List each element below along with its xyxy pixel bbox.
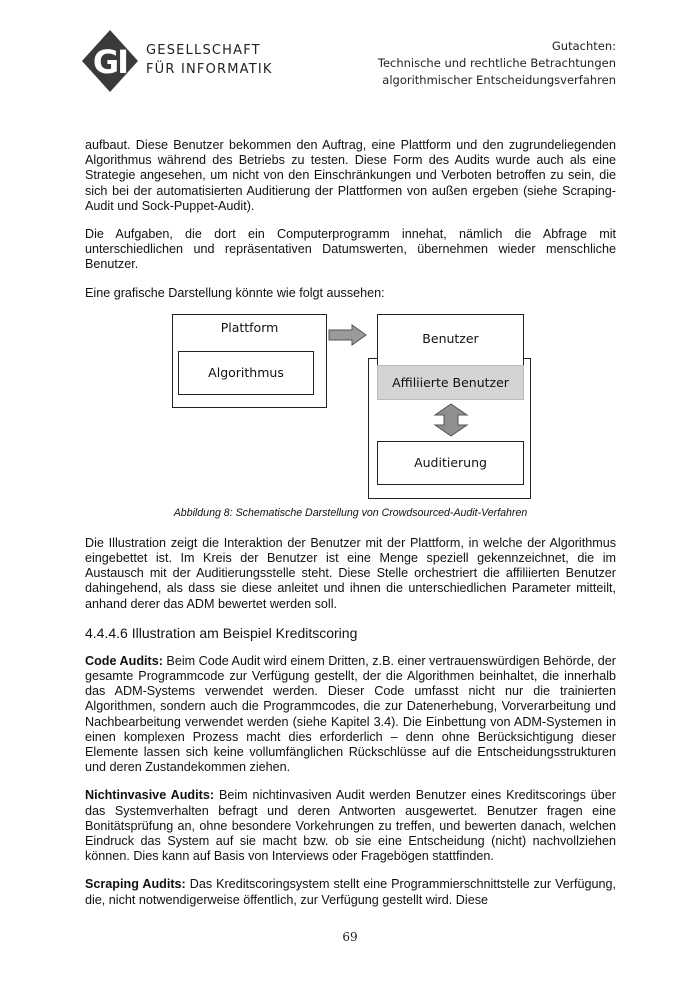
body-paragraph: Eine grafische Darstellung könnte wie folgt aussehen: <box>85 285 385 300</box>
document-title-line: Technische und rechtliche Betrachtungen <box>377 56 616 70</box>
section-heading: 4.4.4.6 Illustration am Beispiel Kreditscoring <box>85 624 358 641</box>
logo-line-2: FÜR INFORMATIK <box>146 62 273 77</box>
logo-wordmark <box>146 41 273 79</box>
gi-logo <box>80 28 273 94</box>
gi-logo-letters: GI <box>92 43 128 81</box>
figure-caption: Abbildung 8: Schematische Darstellung von Crowdsourced-Audit-Verfahren <box>173 506 528 519</box>
affiliierte-benutzer-label: Affiliierte Benutzer <box>392 374 509 390</box>
body-paragraph: Die Aufgaben, die dort ein Computerprogramm innehat, nämlich die Abfrage mit unterschiedlichen und repräsentativen Datumswerten, übernehmen wieder menschliche Benutzer. <box>85 227 616 272</box>
scraping-audits-paragraph <box>85 877 616 907</box>
document-title-line: algorithmischer Entscheidungsverfahren <box>382 73 616 87</box>
term-label: Code Audits: <box>85 653 163 668</box>
auditierung-box <box>377 441 524 485</box>
nichtinvasive-audits-paragraph <box>85 788 616 864</box>
term-text: Das Kreditscoringsystem stellt eine Programmierschnittstelle zur Verfügung, die, nicht notwendigerweise öffentlich, zur Verfügung gestellt wird. Diese <box>85 877 616 907</box>
document-title-line: Gutachten: <box>551 39 616 53</box>
arrow-right-icon <box>328 324 368 346</box>
benutzer-label: Benutzer <box>422 330 479 346</box>
term-label: Scraping Audits: <box>85 877 186 892</box>
term-text: Beim Code Audit wird einem Dritten, z.B. einer vertrauenswürdigen Behörde, der gesamte Programmcode zur Verfügung gestellt, der die Algorithmen beinhaltet, die innerhalb das ADM-Systems verwendet werden. Dieser Code umfasst nicht nur die trainierten Algorithmen, sondern auch die Programmcodes, die zur Datenerhebung, Vorverarbeitung und Nachbearbeitung verwendet werden (siehe Kapitel 3.4). Die Einbettung von ADM-Systemen in einen komplexen Prozess macht dies erforderlich – denn ohne Berücksichtigung dieser Elemente lassen sich keine vollumfänglichen Rückschlüsse auf die Entscheidungsstrukturen und deren Zustandekommen ziehen. <box>85 653 616 775</box>
plattform-label: Plattform <box>220 319 279 335</box>
logo-line-1: GESELLSCHAFT <box>146 43 261 58</box>
document-title <box>378 38 616 89</box>
algorithmus-box <box>178 351 314 395</box>
crowdsourced-audit-diagram <box>85 314 616 499</box>
gi-logo-mark <box>80 28 140 94</box>
term-label: Nichtinvasive Audits: <box>85 788 215 803</box>
page-content <box>85 138 616 921</box>
algorithmus-label: Algorithmus <box>208 364 284 380</box>
affiliierte-benutzer-box <box>377 365 524 400</box>
body-paragraph: Die Illustration zeigt die Interaktion der Benutzer mit der Plattform, in welche der Algorithmus eingebettet ist. Im Kreis der Benutzer ist eine Menge speziell gekennzeichnet, die im Austausch mit der Auditierungsstelle steht. Diese Stelle orchestriert die affiliierten Benutzer dahingehend, als dass sie diese anleitet und ihnen die unterschiedlichen Parameter mitteilt, anhand derer das ADM bewertet werden soll. <box>85 535 616 611</box>
page-number: 69 <box>342 930 358 944</box>
auditierung-label: Auditierung <box>414 454 487 470</box>
term-text: Beim nichtinvasiven Audit werden Benutzer eines Kreditscorings über das Systemverhalten befragt und deren Antworten ausgewertet. Benutzer fragen eine Bonitätsprüfung an, ohne besondere Vorkehrungen zu treffen, und bewerten danach, welchen Eindruck das System auf sie macht bzw. ob sie eine Entscheidung (nicht) nachvollziehen können. Dies kann auf Basis von Interviews oder Fragebögen stattfinden. <box>85 788 616 864</box>
double-arrow-icon <box>433 403 469 437</box>
code-audits-paragraph <box>85 654 616 776</box>
plattform-box <box>172 314 327 408</box>
body-paragraph: aufbaut. Diese Benutzer bekommen den Auftrag, eine Plattform und den zugrundeliegenden Algorithmus während des Betriebs zu testen. Diese Form des Audits wurde auch als eine Strategie angesehen, um nicht von den Einschränkungen und Verboten betroffen zu sein, die sich bei der automatisierten Auditierung der Plattformen von außen ergeben (siehe Scraping-Audit und Sock-Puppet-Audit). <box>85 138 616 213</box>
benutzer-box <box>377 314 524 366</box>
